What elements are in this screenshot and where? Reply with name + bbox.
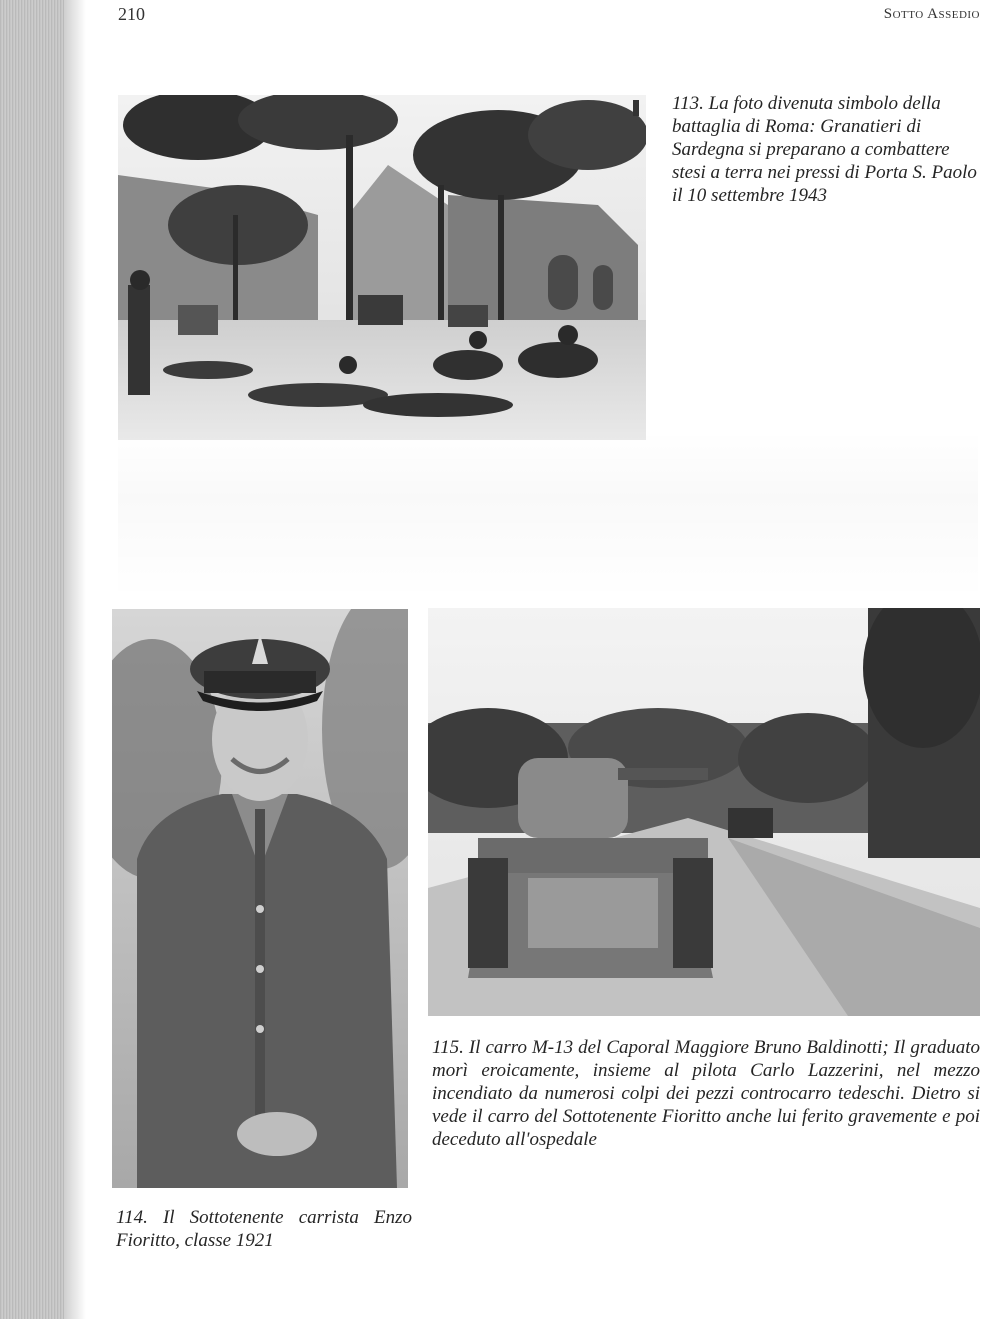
caption-114: 114. Il Sottotenente carrista Enzo Fioritto, classe 1921 <box>116 1207 412 1251</box>
binding-shadow <box>64 0 86 1319</box>
margin-marker <box>633 100 639 116</box>
photo-114-portrait-enzo-fioritto <box>112 609 408 1188</box>
page-number: 210 <box>118 4 145 24</box>
photo-115-carro-m13 <box>428 608 980 1016</box>
caption-115: 115. Il carro M-13 del Caporal Maggiore Bruno Baldinotti; Il graduato morì eroicamente, insieme al pilota Carlo Lazzerini, nel mezzo incendiato da numerosi colpi dei pezzi controcarro tedeschi. Dietro si vede il carro del Sottotenente Fioritto anche lui ferito gravemente e poi deceduto all'ospedale <box>432 1037 980 1150</box>
caption-113: 113. La foto divenuta simbolo della battaglia di Roma: Granatieri di Sardegna si preparano a combattere stesi a terra nei pressi di Porta S. Paolo il 10 settembre 1943 <box>672 93 977 206</box>
show-through-bleed <box>118 430 978 600</box>
running-head: Sotto Assedio <box>883 6 980 22</box>
photo-113-granatieri-porta-san-paolo <box>118 95 646 440</box>
book-binding-edge <box>0 0 64 1319</box>
